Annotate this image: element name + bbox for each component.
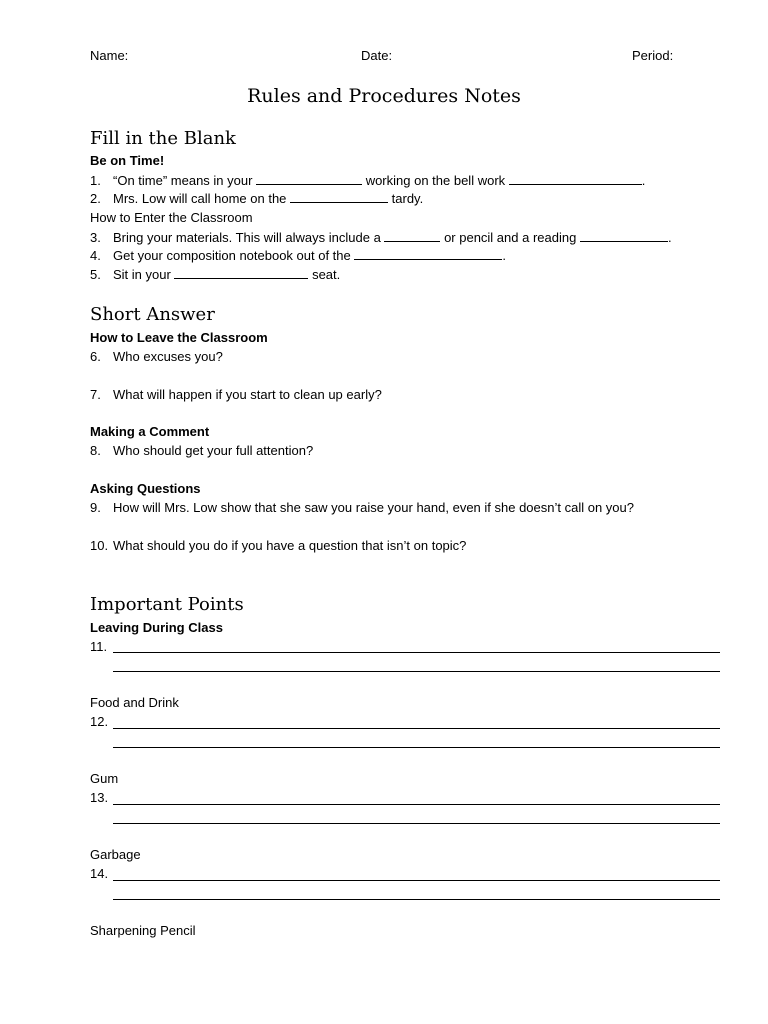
question-5-number: 5. xyxy=(90,267,101,282)
question-3-blank-2[interactable] xyxy=(580,229,668,242)
date-label: Date: xyxy=(361,48,393,63)
period-label: Period: xyxy=(632,48,674,63)
question-13-answer-line-1[interactable] xyxy=(113,804,720,805)
question-2-text-a: Mrs. Low will call home on the xyxy=(113,191,287,206)
question-4-text-b: . xyxy=(502,248,507,263)
question-12-answer-line-2[interactable] xyxy=(113,747,720,748)
question-7-number: 7. xyxy=(90,387,101,402)
question-4-text-a: Get your composition notebook out of the xyxy=(113,248,351,263)
question-11-answer-line-1[interactable] xyxy=(113,652,720,653)
question-5 xyxy=(90,266,340,284)
question-10-text: What should you do if you have a question that isn’t on topic? xyxy=(113,538,467,553)
question-4 xyxy=(90,247,506,265)
leaving-during-class-subheading: Leaving During Class xyxy=(90,620,223,635)
garbage-subheading: Garbage xyxy=(90,847,141,862)
question-1-blank-2[interactable] xyxy=(509,172,642,185)
question-8-text: Who should get your full attention? xyxy=(113,443,314,458)
question-7 xyxy=(90,386,382,404)
name-label: Name: xyxy=(90,48,129,63)
question-13-answer-line-2[interactable] xyxy=(113,823,720,824)
question-14-number: 14. xyxy=(90,866,109,881)
gum-subheading: Gum xyxy=(90,771,119,786)
sharpening-pencil-subheading: Sharpening Pencil xyxy=(90,923,196,938)
question-14-answer-line-2[interactable] xyxy=(113,899,720,900)
question-4-number: 4. xyxy=(90,248,101,263)
question-1-blank-1[interactable] xyxy=(256,172,362,185)
question-12-answer-line-1[interactable] xyxy=(113,728,720,729)
question-6 xyxy=(90,348,223,366)
question-8-number: 8. xyxy=(90,443,101,458)
question-2-blank[interactable] xyxy=(290,190,388,203)
question-1-text-a: “On time” means in your xyxy=(113,173,253,188)
important-points-heading: Important Points xyxy=(90,594,244,615)
question-11-answer-line-2[interactable] xyxy=(113,671,720,672)
question-6-number: 6. xyxy=(90,349,101,364)
question-2 xyxy=(90,190,423,208)
enter-classroom-subheading: How to Enter the Classroom xyxy=(90,210,253,225)
question-3 xyxy=(90,229,672,247)
question-3-text-a: Bring your materials. This will always include a xyxy=(113,230,381,245)
question-1-text-b: working on the bell work xyxy=(365,173,506,188)
short-answer-heading: Short Answer xyxy=(90,304,215,325)
question-1-text-c: . xyxy=(641,173,646,188)
question-9 xyxy=(90,499,634,517)
food-drink-subheading: Food and Drink xyxy=(90,695,179,710)
question-4-blank[interactable] xyxy=(354,247,502,260)
question-3-text-c: . xyxy=(667,230,672,245)
question-1 xyxy=(90,172,645,190)
question-14-answer-line-1[interactable] xyxy=(113,880,720,881)
question-11-number: 11. xyxy=(90,639,108,654)
question-2-number: 2. xyxy=(90,191,101,206)
question-5-blank[interactable] xyxy=(174,266,308,279)
question-10-number: 10. xyxy=(90,538,109,553)
question-6-text: Who excuses you? xyxy=(113,349,223,364)
question-5-text-b: seat. xyxy=(312,267,341,282)
question-1-number: 1. xyxy=(90,173,101,188)
question-3-number: 3. xyxy=(90,230,101,245)
page-title: Rules and Procedures Notes xyxy=(247,85,521,107)
question-7-text: What will happen if you start to clean up early? xyxy=(113,387,382,402)
question-2-text-b: tardy. xyxy=(391,191,424,206)
question-3-text-b: or pencil and a reading xyxy=(444,230,577,245)
making-comment-subheading: Making a Comment xyxy=(90,424,210,439)
question-3-blank-1[interactable] xyxy=(384,229,440,242)
question-9-text: How will Mrs. Low show that she saw you raise your hand, even if she doesn’t call on you? xyxy=(113,500,634,515)
fill-in-blank-heading: Fill in the Blank xyxy=(90,128,236,149)
question-13-number: 13. xyxy=(90,790,109,805)
question-9-number: 9. xyxy=(90,500,101,515)
question-5-text-a: Sit in your xyxy=(113,267,171,282)
question-8 xyxy=(90,442,313,460)
asking-questions-subheading: Asking Questions xyxy=(90,481,201,496)
question-12-number: 12. xyxy=(90,714,109,729)
question-10 xyxy=(90,537,466,555)
be-on-time-subheading: Be on Time! xyxy=(90,153,165,168)
leave-classroom-subheading: How to Leave the Classroom xyxy=(90,330,268,345)
